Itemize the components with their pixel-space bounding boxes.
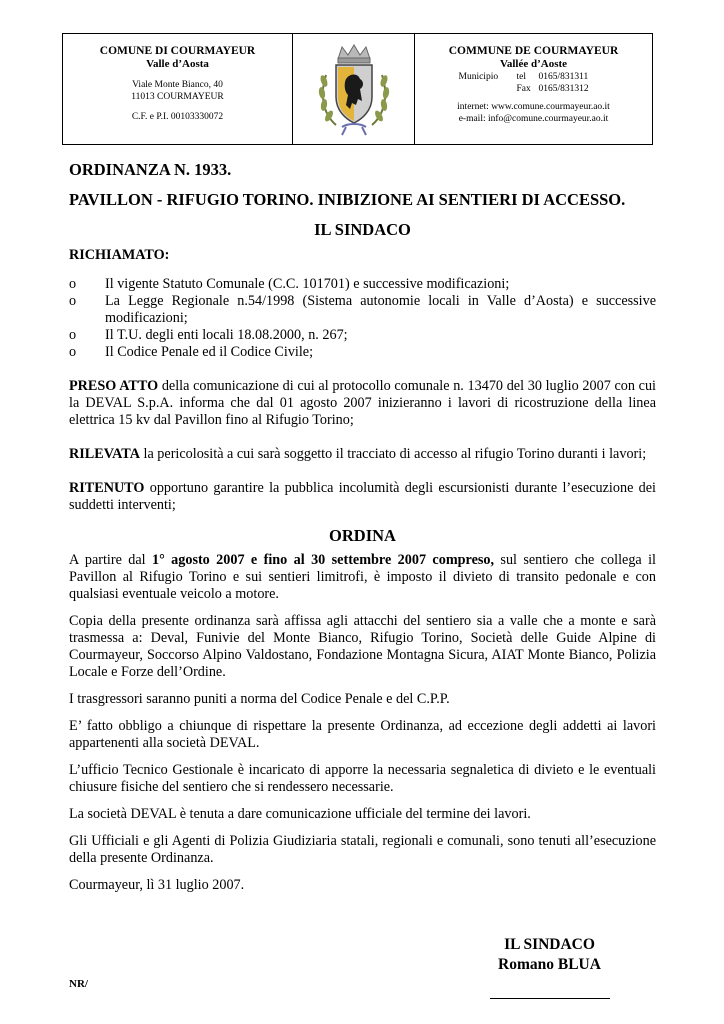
preso-atto-text: della comunicazione di cui al protocollo comunale n. 13470 del 30 luglio 2007 con cui la DEVAL S.p.A. informa che dal 01 agosto 2007 inizieranno i lavori di ricostruzione della linea elettrica 15 kv dal Pavillon fino al Rifugio Torino;	[69, 378, 656, 428]
list-bullet: o	[69, 344, 77, 360]
address-city: 11013 COURMAYEUR	[131, 92, 224, 102]
ordina-pre: A partire dal	[69, 552, 152, 568]
body-paragraph: L’ufficio Tecnico Gestionale è incaricato di apporre la necessaria segnaletica di divieto e le eventuali chiusure fisiche del sentiero che si rendessero necessarie.	[69, 762, 656, 795]
ritenuto-text: opportuno garantire la pubblica incolumità degli escursionisti durante l’esecuzione dei suddetti interventi;	[69, 480, 656, 513]
list-item-text: Il vigente Statuto Comunale (C.C. 101701) e successive modificazioni;	[105, 276, 510, 292]
place-date: Courmayeur, lì 31 luglio 2007.	[69, 877, 245, 893]
municipality-name-it: COMUNE DI COURMAYEUR	[99, 45, 256, 57]
reference-code: NR/	[69, 978, 88, 990]
richiamato-heading: RICHIAMATO:	[69, 247, 170, 263]
tax-code: C.F. e P.I. 00103330072	[131, 112, 224, 122]
ordina-post: sul sentiero che collega il Pavillon al Rifugio Torino e sui sentieri limitrofi, è imposto il divieto di transito pedonale e con qualsiasi eventuale veicolo a motore.	[69, 552, 656, 602]
email: e-mail: info@comune.courmayeur.ao.it	[458, 114, 609, 124]
body-paragraph: I trasgressori saranno puniti a norma del Codice Penale e del C.P.P.	[69, 691, 450, 707]
ordina-dates: 1° agosto 2007 e fino al 30 settembre 2007 compreso,	[152, 552, 495, 568]
tel-row	[415, 71, 652, 83]
ritenuto-lead: RITENUTO	[69, 480, 145, 496]
body-paragraph: E’ fatto obbligo a chiunque di rispettare la presente Ordinanza, ad eccezione degli addetti ai lavori appartenenti alla società DEVAL.	[69, 718, 656, 751]
fax-value: 0165/831312	[538, 84, 589, 94]
region-name-it: Valle d’Aosta	[146, 58, 209, 70]
list-bullet: o	[69, 293, 77, 309]
body-paragraph: La società DEVAL è tenuta a dare comunicazione ufficiale del termine dei lavori.	[69, 806, 531, 822]
fax-row	[415, 83, 652, 95]
signature-title: IL SINDACO	[504, 936, 595, 953]
list-item	[69, 327, 656, 344]
preso-atto-paragraph	[69, 378, 656, 429]
rilevata-text: la pericolosità a cui sarà soggetto il tracciato di accesso al rifugio Torino duranti i lavori;	[139, 446, 647, 462]
list-item-text: La Legge Regionale n.54/1998 (Sistema autonomie locali in Valle d’Aosta) e successive modificazioni;	[105, 293, 656, 326]
ordinance-number: ORDINANZA N. 1933.	[69, 160, 232, 179]
list-item	[69, 276, 656, 293]
website: internet: www.comune.courmayeur.ao.it	[457, 102, 610, 112]
list-item	[69, 344, 656, 361]
ordina-heading: ORDINA	[329, 526, 396, 545]
tel-label: tel	[516, 72, 526, 82]
authority-heading: IL SINDACO	[314, 220, 411, 239]
rilevata-lead: RILEVATA	[69, 446, 140, 462]
fax-label: Fax	[516, 84, 531, 94]
coat-of-arms-icon	[312, 39, 396, 139]
letterhead-italian	[63, 34, 293, 144]
richiamato-list	[69, 276, 656, 361]
region-name-fr: Vallée d’Aoste	[499, 58, 568, 70]
preso-atto-lead: PRESO ATTO	[69, 378, 159, 394]
municipality-name-fr: COMMUNE DE COURMAYEUR	[448, 45, 619, 57]
coat-of-arms-cell	[293, 34, 415, 144]
list-item-text: Il Codice Penale ed il Codice Civile;	[105, 344, 314, 360]
municipio-label: Municipio	[458, 72, 499, 82]
signature-name: Romano BLUA	[498, 956, 601, 973]
body-paragraph: Copia della presente ordinanza sarà affissa agli attacchi del sentiero sia a valle che a monte e sarà trasmessa a: Deval, Funivie del Monte Bianco, Rifugio Torino, Società delle Guide Alpine di Courmayeur, Soccorso Alpino Valdostano, Fondazione Montagna Sicura, AIAT Monte Bianco, Polizia Locale e Forze dell’Ordine.	[69, 613, 656, 680]
signature-line	[490, 978, 610, 999]
list-item	[69, 293, 656, 327]
list-bullet: o	[69, 327, 77, 343]
letterhead-french	[415, 34, 652, 144]
body-paragraph: Gli Ufficiali e gli Agenti di Polizia Giudiziaria statali, regionali e comunali, sono tenuti all’esecuzione della presente Ordinanza.	[69, 833, 656, 866]
tel-value: 0165/831311	[538, 72, 589, 82]
ordinance-subject: PAVILLON - RIFUGIO TORINO. INIBIZIONE AI SENTIERI DI ACCESSO.	[69, 190, 626, 209]
list-item-text: Il T.U. degli enti locali 18.08.2000, n. 267;	[105, 327, 348, 343]
ritenuto-paragraph	[69, 480, 656, 514]
ordina-paragraph	[69, 552, 656, 603]
address-street: Viale Monte Bianco, 40	[132, 80, 223, 90]
list-bullet: o	[69, 276, 77, 292]
rilevata-paragraph	[69, 446, 656, 463]
signature-block	[487, 935, 612, 999]
document-body	[69, 160, 656, 894]
letterhead	[62, 33, 653, 145]
